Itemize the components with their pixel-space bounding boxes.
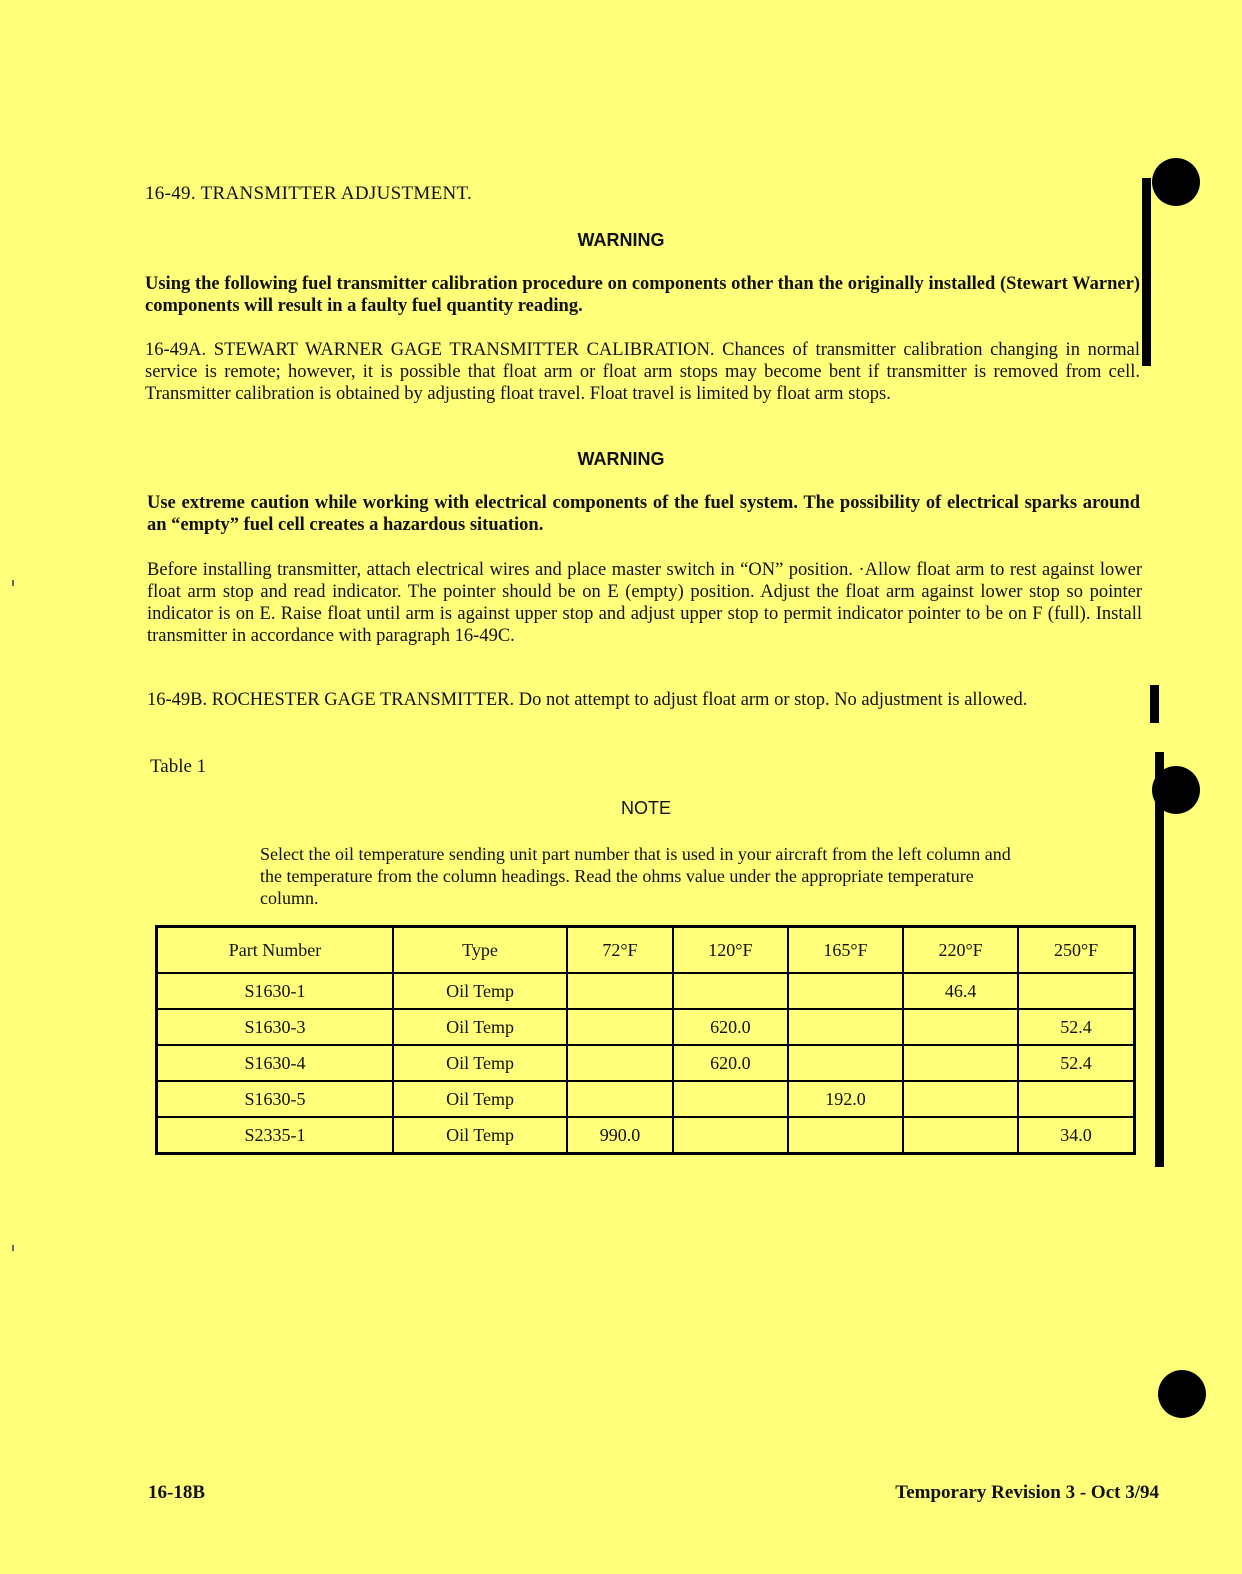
column-header: Part Number [157, 927, 394, 974]
table-cell: 46.4 [903, 973, 1018, 1009]
page-number: 16-18B [148, 1482, 205, 1503]
paragraph-16-49b: 16-49B. ROCHESTER GAGE TRANSMITTER. Do not attempt to adjust float arm or stop. No adjustment is allowed. [147, 690, 1028, 710]
table-cell [903, 1081, 1018, 1117]
table-cell: S2335-1 [157, 1117, 394, 1154]
warning-label: WARNING [577, 230, 665, 250]
table-cell [1018, 1081, 1134, 1117]
table-cell: Oil Temp [393, 1117, 567, 1154]
table-cell: Oil Temp [393, 1045, 567, 1081]
note-text: Select the oil temperature sending unit part number that is used in your aircraft from the left column and the temperature from the column headings. Read the ohms value under the appropriate temperature column. [260, 844, 1011, 908]
column-header: 220°F [903, 927, 1018, 974]
column-header: Type [393, 927, 567, 974]
table-cell [567, 1009, 673, 1045]
note-label: NOTE [620, 798, 671, 818]
table-cell [788, 1117, 903, 1154]
table-cell: Oil Temp [393, 1081, 567, 1117]
table-label: Table 1 [150, 756, 207, 777]
column-header: 120°F [673, 927, 788, 974]
table-cell [673, 1117, 788, 1154]
revision-bar-2 [1150, 685, 1159, 723]
column-header: 250°F [1018, 927, 1134, 974]
table-cell [903, 1009, 1018, 1045]
table-cell [567, 1045, 673, 1081]
table-cell [788, 1009, 903, 1045]
table-cell [903, 1117, 1018, 1154]
revision-note: Temporary Revision 3 - Oct 3/94 [895, 1482, 1159, 1503]
paragraph-16-49a: 16-49A. STEWART WARNER GAGE TRANSMITTER CALIBRATION. Chances of transmitter calibration changing in normal service is remote; however, it is possible that float arm or float arm stops may become bent if transmitter is removed from cell. Transmitter calibration is obtained by adjusting float travel. Float travel is limited by float arm stops. [145, 340, 1140, 404]
table-cell: Oil Temp [393, 1009, 567, 1045]
oil-temp-table [155, 925, 1136, 1155]
table-cell: 620.0 [673, 1045, 788, 1081]
table-cell: S1630-1 [157, 973, 394, 1009]
revision-bar-1 [1142, 178, 1151, 366]
table-cell [788, 973, 903, 1009]
column-header: 165°F [788, 927, 903, 974]
table-cell [673, 973, 788, 1009]
table-row [157, 1045, 1135, 1081]
table-row [157, 1117, 1135, 1154]
table-cell: 192.0 [788, 1081, 903, 1117]
warning-label: WARNING [577, 449, 665, 469]
table-cell: S1630-4 [157, 1045, 394, 1081]
table-row [157, 1081, 1135, 1117]
table-cell: S1630-5 [157, 1081, 394, 1117]
punch-hole-top [1152, 158, 1200, 206]
table-cell [903, 1045, 1018, 1081]
warning-text: Using the following fuel transmitter calibration procedure on components other than the originally installed (Stewart Warner) components will result in a faulty fuel quantity reading. [145, 274, 1140, 316]
section-heading: 16-49. TRANSMITTER ADJUSTMENT. [145, 183, 473, 204]
table-cell [567, 973, 673, 1009]
margin-speck [12, 1245, 14, 1251]
column-header: 72°F [567, 927, 673, 974]
table-header-row [157, 927, 1135, 974]
table-cell: 52.4 [1018, 1009, 1134, 1045]
table-cell: 990.0 [567, 1117, 673, 1154]
margin-speck [12, 580, 14, 586]
punch-hole-bottom [1158, 1370, 1206, 1418]
table-cell: 34.0 [1018, 1117, 1134, 1154]
table-cell [1018, 973, 1134, 1009]
table-cell: 620.0 [673, 1009, 788, 1045]
warning-text: Use extreme caution while working with electrical components of the fuel system. The possibility of electrical sparks around an “empty” fuel cell creates a hazardous situation. [147, 493, 1140, 535]
table-cell [673, 1081, 788, 1117]
table-row [157, 1009, 1135, 1045]
table-cell: 52.4 [1018, 1045, 1134, 1081]
table-cell: Oil Temp [393, 973, 567, 1009]
table-cell [567, 1081, 673, 1117]
paragraph-install-procedure: Before installing transmitter, attach electrical wires and place master switch in “ON” position. ·Allow float arm to rest against lower float arm stop and read indicator. The pointer should be on E (empty) position. Adjust the float arm against lower stop so pointer indicator is on E. Raise float until arm is against upper stop and adjust upper stop to permit indicator pointer to be on F (full). Install transmitter in accordance with paragraph 16-49C. [147, 560, 1142, 646]
table-cell: S1630-3 [157, 1009, 394, 1045]
table-row [157, 973, 1135, 1009]
table-cell [788, 1045, 903, 1081]
